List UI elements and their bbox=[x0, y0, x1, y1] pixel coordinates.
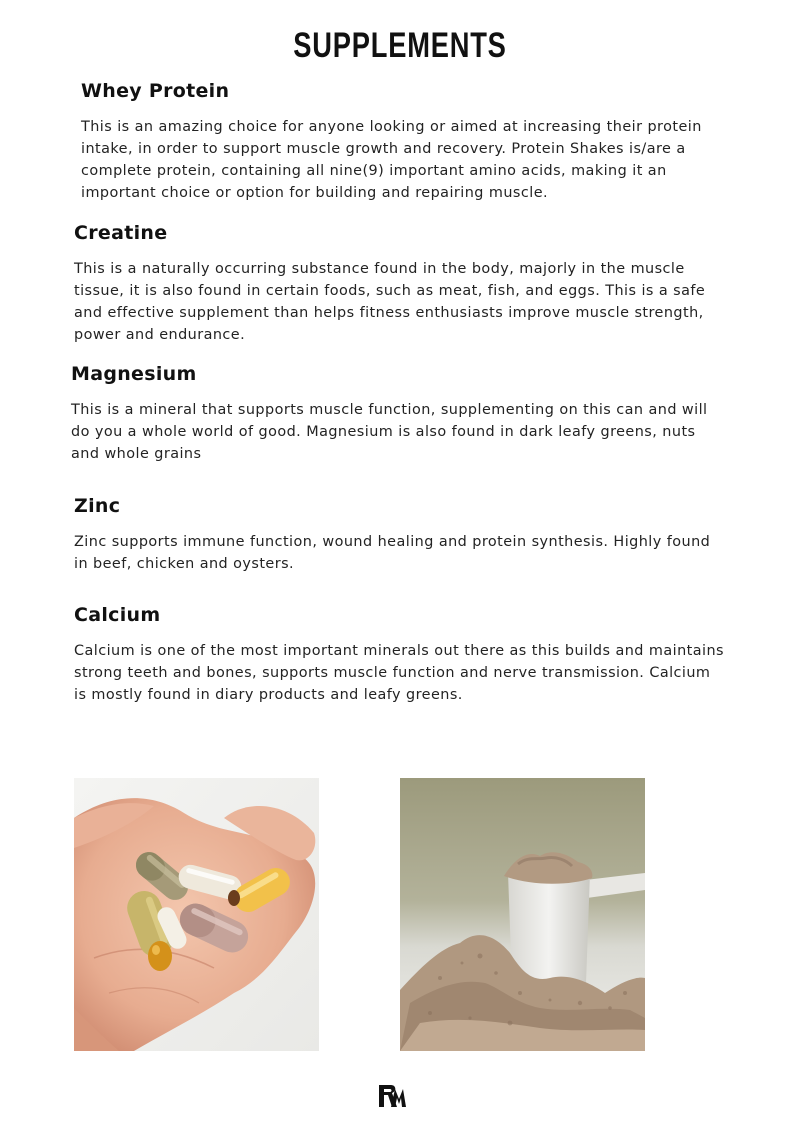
section-creatine bbox=[74, 222, 734, 346]
section-zinc bbox=[74, 495, 724, 575]
section-heading: Zinc bbox=[74, 495, 121, 517]
brand-logo bbox=[377, 1083, 407, 1109]
section-body: This is an amazing choice for anyone looking or aimed at increasing their protein intake, in order to support muscle growth and recovery. Protein Shakes is/are a complete protein, containing all nine(9) important amino acids, making it an important choice or option for building and repairing muscle. bbox=[81, 119, 702, 201]
section-heading: Calcium bbox=[74, 604, 161, 626]
section-whey-protein bbox=[81, 80, 731, 204]
section-magnesium bbox=[71, 363, 721, 465]
section-body: This is a mineral that supports muscle function, supplementing on this can and will do you a whole world of good. Magnesium is also found in dark leafy greens, nuts and whole grains bbox=[71, 402, 708, 462]
section-calcium bbox=[74, 604, 724, 706]
section-heading: Magnesium bbox=[71, 363, 197, 385]
protein-powder-scoop-photo bbox=[400, 778, 645, 1051]
section-heading: Whey Protein bbox=[81, 80, 230, 102]
capsules-in-hand-photo bbox=[74, 778, 319, 1051]
section-heading: Creatine bbox=[74, 222, 168, 244]
section-body: This is a naturally occurring substance found in the body, majorly in the muscle tissue, it is also found in certain foods, such as meat, fish, and eggs. This is a safe and effective supplement than helps fitness enthusiasts improve muscle strength, power and endurance. bbox=[74, 261, 706, 343]
section-body: Calcium is one of the most important minerals out there as this builds and maintains strong teeth and bones, supports muscle function and nerve transmission. Calcium is mostly found in diary products and leafy greens. bbox=[74, 643, 724, 703]
page-title: SUPPLEMENTS bbox=[293, 26, 507, 65]
section-body: Zinc supports immune function, wound healing and protein synthesis. Highly found in beef, chicken and oysters. bbox=[74, 534, 711, 572]
